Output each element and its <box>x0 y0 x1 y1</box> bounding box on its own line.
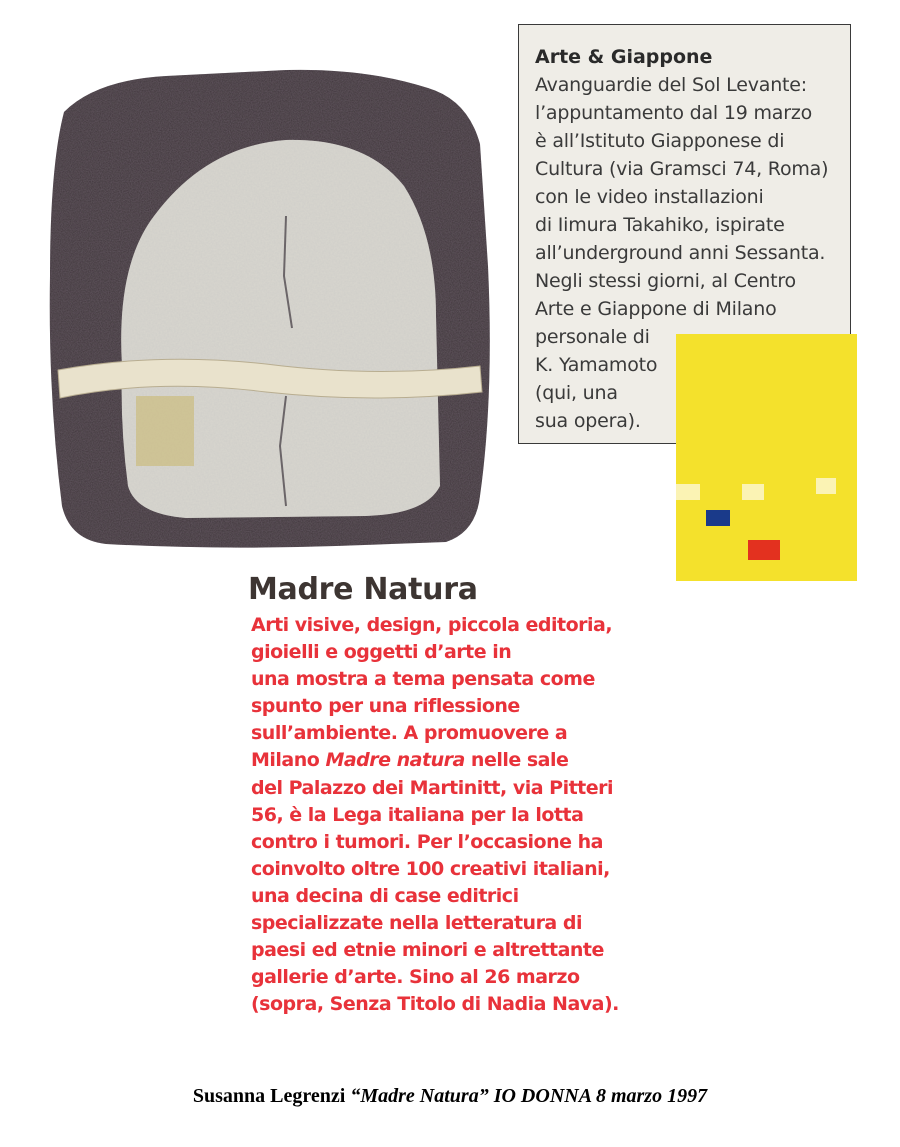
footer-source: “Madre Natura” IO DONNA 8 marzo 1997 <box>350 1085 708 1107</box>
article-line: specializzate nella letteratura di <box>251 912 582 935</box>
article-line: coinvolto oltre 100 creativi italiani, <box>251 857 610 880</box>
article-line: gallerie d’arte. Sino al 26 marzo <box>251 966 580 989</box>
article-line: spunto per una riflessione <box>251 695 520 718</box>
article-line: paesi ed etnie minori e altrettante <box>251 939 604 962</box>
sidebar-line: (qui, una <box>535 382 618 404</box>
sidebar-line: sua opera). <box>535 410 641 432</box>
sidebar-line: Avanguardie del Sol Levante: <box>535 74 807 96</box>
artwork-senza-titolo <box>36 66 496 550</box>
footer-citation <box>0 1085 900 1108</box>
article-line: una mostra a tema pensata come <box>251 668 595 691</box>
sidebar-line: K. Yamamoto <box>535 354 658 376</box>
artwork-yamamoto <box>676 334 857 581</box>
sidebar-line: Arte e Giappone di Milano <box>535 298 777 320</box>
article-line: gioielli e oggetti d’arte in <box>251 641 512 664</box>
article-body <box>251 612 671 1018</box>
exhibition-title: Madre natura <box>325 749 465 772</box>
sidebar-line: all’underground anni Sessanta. <box>535 242 826 264</box>
article-text: nelle sale <box>464 749 569 772</box>
sidebar-title: Arte & Giappone <box>535 46 713 68</box>
sidebar-line: l’appuntamento dal 19 marzo <box>535 102 813 124</box>
sidebar-line: di Iimura Takahiko, ispirate <box>535 214 785 236</box>
footer-author: Susanna Legrenzi <box>192 1085 351 1107</box>
article-line: contro i tumori. Per l’occasione ha <box>251 830 603 853</box>
article-line: (sopra, Senza Titolo di Nadia Nava). <box>251 993 619 1016</box>
article-line: una decina di case editrici <box>251 884 519 907</box>
article-line: 56, è la Lega italiana per la lotta <box>251 803 584 826</box>
article-text: Milano <box>251 749 326 772</box>
article-line: Arti visive, design, piccola editoria, <box>251 614 613 636</box>
article-line: del Palazzo dei Martinitt, via Pitteri <box>251 776 614 799</box>
sidebar-line: Negli stessi giorni, al Centro <box>535 270 796 292</box>
article-heading: Madre Natura <box>248 572 478 607</box>
sidebar-line: con le video installazioni <box>535 186 764 208</box>
article-line-mixed <box>251 747 671 774</box>
article-line: sull’ambiente. A promuovere a <box>251 722 568 745</box>
sidebar-line: è all’Istituto Giapponese di <box>535 130 785 152</box>
sidebar-line: personale di <box>535 326 650 348</box>
sidebar-line: Cultura (via Gramsci 74, Roma) <box>535 158 829 180</box>
